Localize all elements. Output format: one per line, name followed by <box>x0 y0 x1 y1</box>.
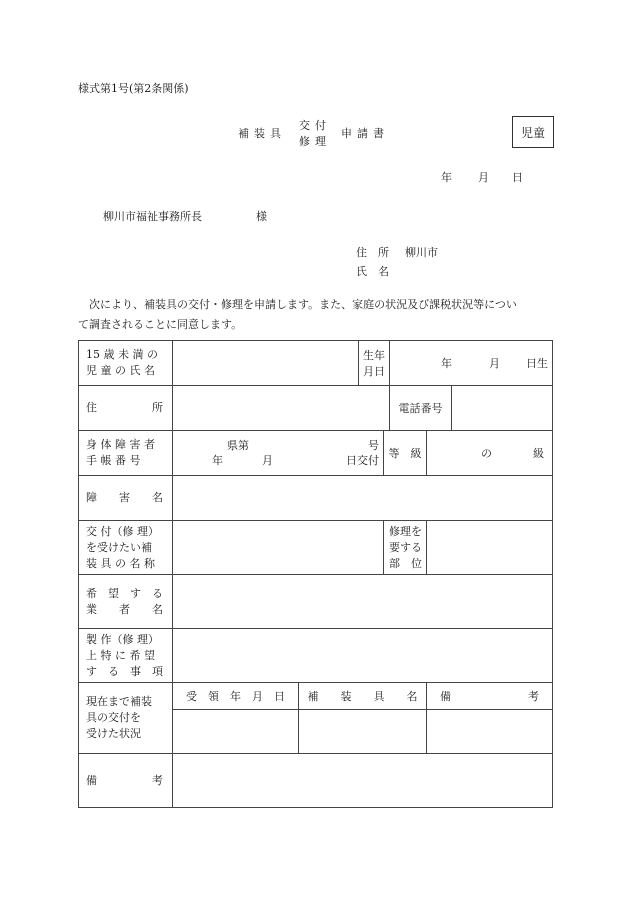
address-label: 住 所 <box>79 386 173 431</box>
special-field[interactable] <box>173 629 553 683</box>
applicant-name-label: 氏 名 <box>356 265 389 278</box>
statement-line-1: 次により、補装具の交付・修理を申請します。また、家庭の状況及び課税状況等につい <box>78 298 517 311</box>
title-suffix: 申請書 <box>341 127 389 140</box>
birthdate-day: 日生 <box>526 357 548 370</box>
child-name-label-line1: 15 歳 未 満 の <box>86 348 158 361</box>
handbook-pref: 県第 <box>227 439 249 452</box>
addressee-honorific: 様 <box>256 210 267 223</box>
device-label <box>79 521 173 575</box>
repair-part-line3: 部 位 <box>389 556 422 570</box>
handbook-label-line2: 手 帳 番 号 <box>86 454 141 467</box>
disability-label: 障 害 名 <box>79 476 173 521</box>
history-date-field[interactable] <box>173 710 299 754</box>
child-name-label <box>79 341 173 386</box>
birthdate-field[interactable] <box>390 341 553 386</box>
addressee-name: 柳川市福祉事務所長 <box>103 210 202 223</box>
history-label-line2: 具の交付を <box>86 711 141 724</box>
child-name-field[interactable] <box>173 341 359 386</box>
vendor-label-line2: 業 者 名 <box>86 602 163 616</box>
birthdate-label: 生年月日 <box>359 341 390 386</box>
special-label <box>79 629 173 683</box>
grade-unit: 級 <box>533 447 544 460</box>
history-label-line3: 受けた状況 <box>86 727 141 740</box>
history-device-field[interactable] <box>299 710 427 754</box>
applicant-address-label: 住 所 <box>356 246 389 259</box>
device-label-line2: を受けたい補 <box>86 540 152 554</box>
disability-field[interactable] <box>173 476 553 521</box>
vendor-label <box>79 575 173 629</box>
history-header-device: 補 装 具 名 <box>299 683 427 710</box>
repair-part-line1: 修理を <box>389 524 422 538</box>
device-label-line3: 装 具 の 名 称 <box>86 556 155 570</box>
birthdate-month: 月 <box>489 357 500 370</box>
child-name-label-line2: 児 童 の 氏 名 <box>86 364 155 377</box>
applicant-address-value[interactable]: 柳川市 <box>405 246 438 259</box>
handbook-field[interactable] <box>173 431 384 476</box>
statement-line-2: て調査されることに同意します。 <box>78 318 243 331</box>
title-option-issue: 交付 <box>299 119 331 132</box>
date-year: 年 <box>441 171 452 184</box>
handbook-label <box>79 431 173 476</box>
grade-field[interactable] <box>427 431 553 476</box>
vendor-field[interactable] <box>173 575 553 629</box>
handbook-year: 年 <box>212 454 223 467</box>
special-label-line2: 上 特 に 希 望 <box>86 648 155 662</box>
handbook-num: 号 <box>368 439 379 452</box>
history-header-date: 受 領 年 月 日 <box>173 683 299 710</box>
date-day: 日 <box>512 171 523 184</box>
remarks-field[interactable] <box>173 754 553 808</box>
title-option-repair: 修理 <box>299 135 331 148</box>
history-label <box>79 683 173 754</box>
device-label-line1: 交 付（修 理） <box>86 524 159 538</box>
handbook-label-line1: 身 体 障 害 者 <box>86 438 155 451</box>
date-month: 月 <box>478 171 489 184</box>
title-prefix: 補装具 <box>238 127 286 140</box>
phone-label: 電話番号 <box>390 386 452 431</box>
category-box: 児童 <box>512 116 554 148</box>
special-label-line3: す る 事 項 <box>86 664 163 678</box>
grade-label: 等 級 <box>384 431 427 476</box>
handbook-month: 月 <box>262 454 273 467</box>
repair-part-field[interactable] <box>427 521 553 575</box>
grade-of: の <box>481 447 492 460</box>
history-label-line1: 現在まで補装 <box>86 695 152 708</box>
history-remarks-field[interactable] <box>427 710 553 754</box>
device-field[interactable] <box>173 521 384 575</box>
phone-field[interactable] <box>452 386 553 431</box>
history-header-remarks: 備 考 <box>427 683 553 710</box>
address-field[interactable] <box>173 386 390 431</box>
repair-part-line2: 要する <box>389 540 422 554</box>
special-label-line1: 製 作（修 理） <box>86 632 159 646</box>
vendor-label-line1: 希 望 す る <box>86 586 163 600</box>
repair-part-label <box>384 521 427 575</box>
form-number: 様式第1号(第2条関係) <box>78 82 189 95</box>
remarks-label: 備 考 <box>79 754 173 808</box>
handbook-issued: 日交付 <box>346 454 379 467</box>
application-table <box>78 340 553 808</box>
birthdate-year: 年 <box>441 357 452 370</box>
